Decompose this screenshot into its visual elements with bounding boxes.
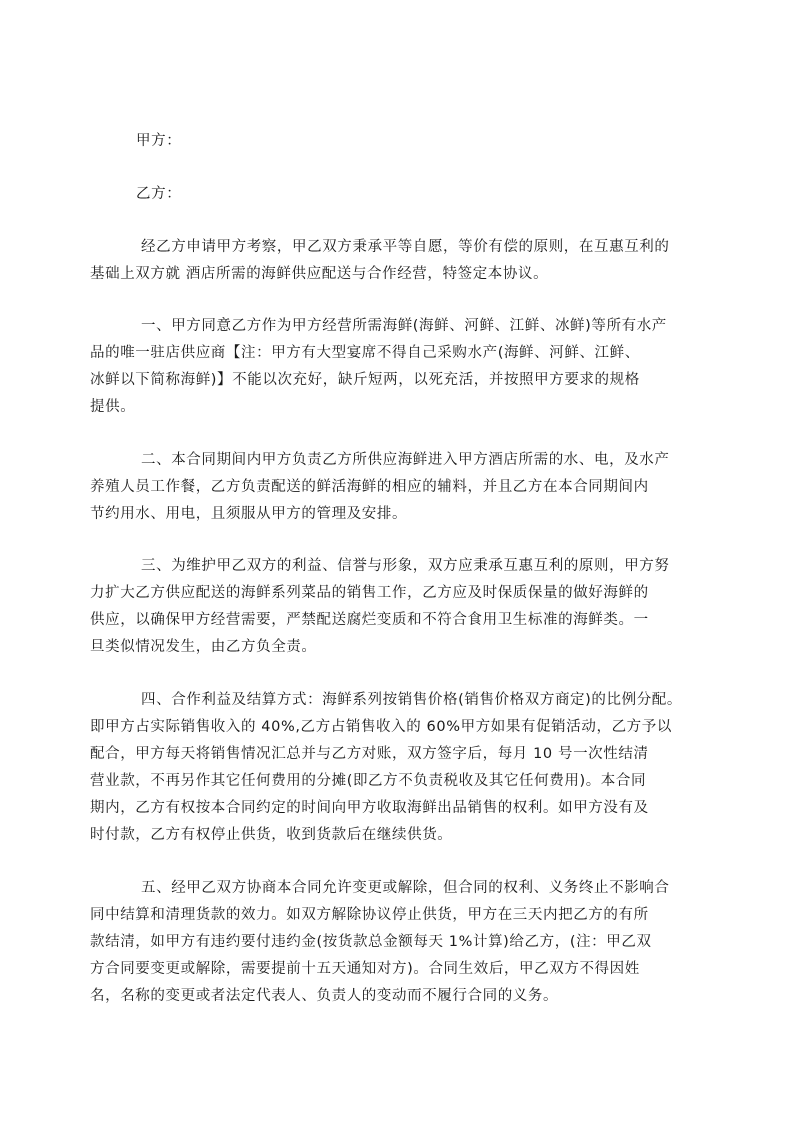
clause-line: 力扩大乙方供应配送的海鲜系列菜品的销售工作，乙方应及时保质保量的做好海鲜的 [90, 585, 649, 601]
clause-line: 二、本合同期间内甲方负责乙方所供应海鲜进入甲方酒店所需的水、电，及水产 [141, 452, 670, 468]
clause-line: 供应，以确保甲方经营需要，严禁配送腐烂变质和不符合食用卫生标准的海鲜类。一 [90, 612, 649, 628]
party-b-label: 乙方： [136, 186, 182, 202]
clause-line: 四、合作利益及结算方式：海鲜系列按销售价格(销售价格双方商定)的比例分配。 [141, 692, 683, 708]
clause-line: 同中结算和清理货款的效力。如双方解除协议停止供货，甲方在三天内把乙方的有所 [90, 907, 649, 923]
intro-line: 基础上双方就 酒店所需的海鲜供应配送与合作经营，特签定本协议。 [90, 266, 549, 282]
clause-line: 养殖人员工作餐，乙方负责配送的鲜活海鲜的相应的辅料，并且乙方在本合同期间内 [90, 479, 649, 495]
clause-line: 方合同要变更或解除，需要提前十五天通知对方)。合同生效后，甲乙双方不得因姓 [90, 961, 640, 977]
clause-line: 一、甲方同意乙方作为甲方经营所需海鲜(海鲜、河鲜、江鲜、冰鲜)等所有水产 [141, 318, 667, 334]
clause-line: 款结清，如甲方有违约要付违约金(按货款总金额每天 1%计算)给乙方，(注：甲乙双 [90, 934, 652, 950]
clause-line: 三、为维护甲乙双方的利益、信誉与形象，双方应秉承互惠互利的原则，甲方努 [141, 558, 670, 574]
clause-line: 旦类似情况发生，由乙方负全责。 [90, 639, 317, 655]
party-a-label: 甲方： [136, 133, 182, 149]
clause-line: 时付款，乙方有权停止供货，收到货款后在继续供货。 [90, 827, 453, 843]
clause-line: 期内，乙方有权按本合同约定的时间向甲方收取海鲜出品销售的权利。如甲方没有及 [90, 800, 649, 816]
clause-line: 名，名称的变更或者法定代表人、负责人的变动而不履行合同的义务。 [90, 988, 559, 1004]
clause-line: 配合，甲方每天将销售情况汇总并与乙方对账，双方签字后，每月 10 号一次性结清 [90, 746, 649, 762]
clause-line: 节约用水、用电，且须服从甲方的管理及安排。 [90, 506, 408, 522]
clause-line: 营业款，不再另作其它任何费用的分摊(即乙方不负责税收及其它任何费用)。本合同 [90, 773, 647, 789]
clause-line: 冰鲜以下简称海鲜)】不能以次充好，缺斤短两，以死充活，并按照甲方要求的规格 [90, 372, 640, 388]
clause-line: 即甲方占实际销售收入的 40%,乙方占销售收入的 60%甲方如果有促销活动，乙方予以 [90, 719, 672, 735]
clause-line: 五、经甲乙双方协商本合同允许变更或解除，但合同的权利、义务终止不影响合 [141, 880, 670, 896]
intro-line: 经乙方申请甲方考察，甲乙双方秉承平等自愿，等价有偿的原则，在互惠互利的 [141, 239, 670, 255]
clause-line: 品的唯一驻店供应商【注：甲方有大型宴席不得自己采购水产(海鲜、河鲜、江鲜、 [90, 345, 640, 361]
clause-line: 提供。 [90, 399, 136, 415]
